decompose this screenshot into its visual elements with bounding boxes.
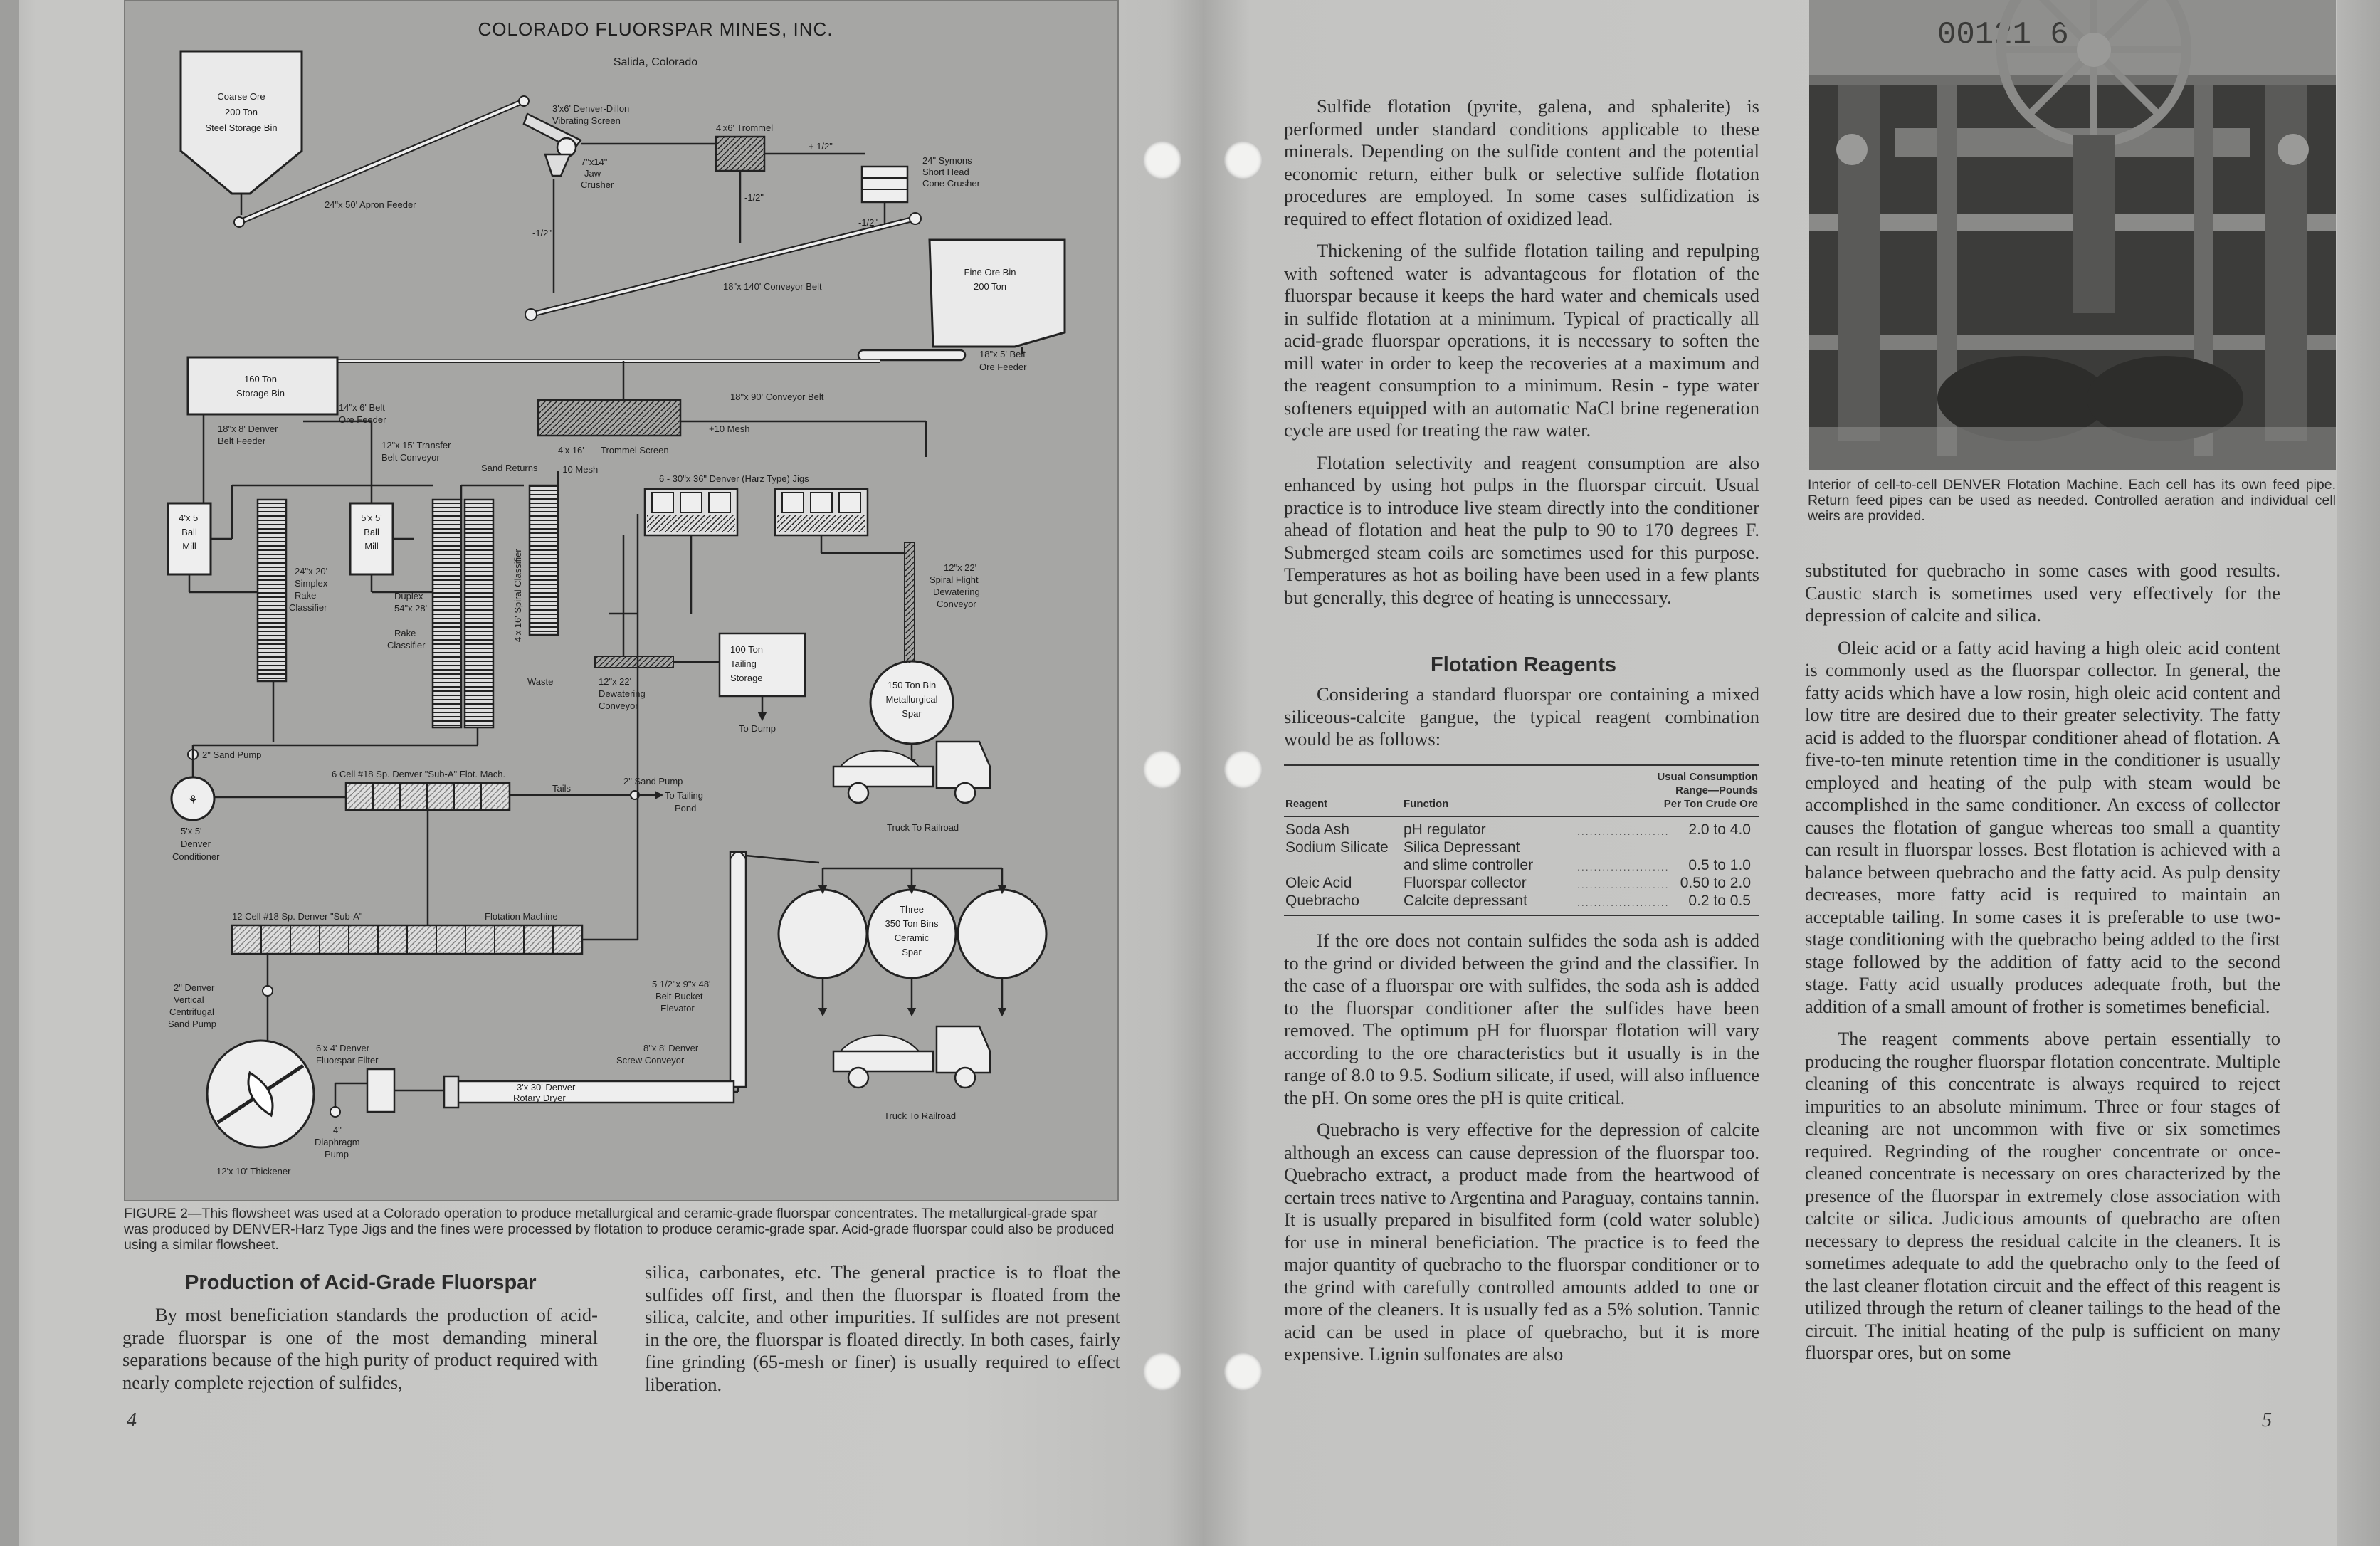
paragraph: silica, carbonates, etc. The general practice is to float the sulfides off first, and then the fluorspar is floated from the silica, calcite, and other impurities. If sulfides are not present in the ore, the fluorspar is floated directly. In both cases, fairly fine grinding (65-mesh or finer) is usually required to effect liberation. [645,1261,1120,1395]
page-number-right: 5 [2262,1409,2272,1431]
paragraph: Sulfide flotation (pyrite, galena, and sphalerite) is performed under standard conditions applicable to these minerals. Depending on the sulfide content and the potential economic return, either bulk or selective sulfide flotation procedures are employed. In some cases sulfidization is required to effect flotation of oxidized lead. [1284,95,1759,229]
vertical-sand-pump [168,982,273,1029]
svg-text:Trommel Screen: Trommel Screen [601,445,669,456]
paragraph: Oleic acid or a fatty acid having a high oleic acid content is commonly used as the fluorspar collector. In general, the fatty acids which have a low rosin, high oleic acid content and low titre are desired due to their greater selectivity. The fatty acid is added to the fluorspar conditioner ahead of flotation. A five-to-ten minute retention time in the conditioner is usually employed and heating of the pulp with steam would be accomplished in the same conditioner. An excess of collector causes the flotation of gangue whereas too small a quantity can result in fluorspar losses. Best flotation is achieved with a balance between quebracho and the fatty acid. As pulp density decreases, more fatty acid is required to maintain an acceptable tailing. In some cases it is preferable to use two-stage conditioning with the quebracho being added to the first stage followed by the addition of fatty acid to the second stage. Fatty acid usually produces adequate froth, but the addition of a small amount of frother is sometimes beneficial. [1805,636,2280,1017]
flotation-machine-photo [1809,0,2336,470]
svg-text:6 Cell #18 Sp. Denver "Sub-A": 6 Cell #18 Sp. Denver "Sub-A" Flot. Mach. [332,769,506,779]
svg-text:Short Head: Short Head [922,167,969,177]
cell-range: 0.50 to 2.0 [1680,874,1751,891]
svg-text:4'x6' Trommel: 4'x6' Trommel [716,122,774,133]
svg-text:-10 Mesh: -10 Mesh [559,464,599,475]
svg-text:24"x 50' Apron Feeder: 24"x 50' Apron Feeder [325,199,416,210]
svg-text:To Dump: To Dump [739,723,776,734]
flowsheet-subtitle: Salida, Colorado [613,56,698,68]
svg-text:8"x 8' Denver: 8"x 8' Denver [643,1043,699,1053]
header-function: Function [1404,798,1449,810]
svg-text:Ore Feeder: Ore Feeder [979,362,1027,372]
rotary-dryer [444,1076,734,1108]
simplex-classifier [258,500,328,681]
svg-text:24"x 20': 24"x 20' [295,566,328,577]
cell-function: Silica Depressant [1404,838,1520,856]
svg-text:6 - 30"x 36" Denver (Harz Type: 6 - 30"x 36" Denver (Harz Type) Jigs [659,473,809,484]
svg-text:Storage Bin: Storage Bin [236,388,285,399]
leader-dots: ...................... [1577,878,1670,890]
svg-text:18"x 140' Conveyor Belt: 18"x 140' Conveyor Belt [723,281,822,292]
minus-half-label-a: -1/2" [532,228,552,238]
fine-ore-bin [930,240,1065,347]
svg-text:18"x 5' Belt: 18"x 5' Belt [979,349,1026,359]
svg-text:6'x 4' Denver: 6'x 4' Denver [316,1043,370,1053]
svg-text:Jaw: Jaw [584,168,601,179]
cell-range: 0.2 to 0.5 [1688,892,1751,909]
svg-text:Mill: Mill [364,541,379,552]
flotation-machine-12cell [232,911,582,954]
svg-text:Cone Crusher: Cone Crusher [922,178,980,189]
svg-text:4": 4" [333,1125,342,1135]
paragraph: Quebracho is very effective for the depression of calcite although an excess can cause depression of the fluorspar too. Quebracho extract, a product made from the heartwood of certain trees native to Argentina and Paraguay, contains tannin. It is usually prepared in bisulfited form (cold water soluble) for use in mineral beneficiation. The practice is to feed the major quantity of quebracho to the fluorspar conditioner or to the grind with carefully controlled amounts added to one or more of the cleaners. It is usually fed as a 5% solution. Tannic acid can be used in place of quebracho, but it is more expensive. Lignin sulfonates are also [1284,1119,1759,1364]
svg-text:Conveyor: Conveyor [937,599,976,609]
svg-text:18"x 8' Denver: 18"x 8' Denver [218,424,278,434]
sand-pump-tailing [623,776,703,814]
right-column-1-top [1284,95,1759,619]
svg-text:Dewatering: Dewatering [599,688,646,699]
svg-text:Belt-Bucket: Belt-Bucket [655,991,703,1001]
svg-text:Truck To Railroad: Truck To Railroad [887,822,959,833]
table-row [1284,839,1759,857]
svg-text:7"x14": 7"x14" [581,157,608,167]
dewatering-conveyor [595,656,673,711]
tails-label: Tails [552,783,572,794]
svg-text:Rotary Dryer: Rotary Dryer [513,1093,566,1103]
svg-text:24" Symons: 24" Symons [922,155,972,166]
table-row [1284,821,1759,839]
svg-text:Tailing: Tailing [730,658,757,669]
svg-text:Storage: Storage [730,673,763,683]
svg-text:Steel Storage Bin: Steel Storage Bin [205,122,278,133]
svg-text:Pump: Pump [325,1149,349,1160]
svg-text:Classifier: Classifier [387,640,426,651]
thickener [207,1041,314,1177]
paragraph: If the ore does not contain sulfides the soda ash is added to the grind or divided between the grind and the classifier. In the case of a fluorspar ore with sulfides, the soda ash is added to the fluorspar conditioner after the sulfides have been removed. The optimum pH for fluorspar flotation will vary according to the ore characteristics but it usually is in the range of 8.0 to 9.5. Sodium silicate, if used, will also influence the pH. On some ores the pH is quite critical. [1284,930,1759,1108]
svg-text:Rake: Rake [394,628,416,638]
svg-text:350 Ton Bins: 350 Ton Bins [885,918,939,929]
sand-pump-2in [188,750,261,760]
trommel-small [716,122,773,171]
conveyor-belt-90 [303,361,880,402]
ball-mill-1 [168,503,211,574]
svg-text:12 Cell #18 Sp. Denver "Sub-A: 12 Cell #18 Sp. Denver "Sub-A" [232,911,363,922]
left-column-2 [645,1261,1120,1406]
svg-text:Fine Ore Bin: Fine Ore Bin [964,267,1016,278]
svg-text:Denver: Denver [181,838,211,849]
paragraph: substituted for quebracho in some cases with good results. Caustic starch is sometimes used very effectively for the depression of calcite and silica. [1805,559,2280,626]
page-number-left: 4 [127,1409,137,1431]
svg-text:2" Sand Pump: 2" Sand Pump [623,776,683,787]
svg-text:Vibrating Screen: Vibrating Screen [552,115,621,126]
spiral-classifier [512,485,558,687]
figure-caption: FIGURE 2—This flowsheet was used at a Colorado operation to produce metallurgical and ceramic-grade fluorspar concentrates. The metallurgical-grade spar was produced by DENVER-Harz Type Jigs and the fines were processed by flotation to produce ceramic-grade spar. Acid-grade fluorspar could also be produced using a similar flowsheet. [124,1206,1115,1253]
svg-text:Spar: Spar [902,947,922,957]
svg-text:Ceramic: Ceramic [894,932,930,943]
svg-text:Ball: Ball [181,527,197,537]
svg-text:Mill: Mill [182,541,196,552]
svg-text:5'x 5': 5'x 5' [181,826,202,836]
photo-caption: Interior of cell-to-cell DENVER Flotation Machine. Each cell has its own feed pipe. Return feed pipes can be used as needed. Controlled aeration and individual cell weirs are provided. [1808,477,2336,524]
svg-text:4'x 5': 4'x 5' [179,512,200,523]
svg-text:4'x 16': 4'x 16' [558,445,584,456]
leader-dots: ...................... [1577,825,1670,837]
right-page-edge [2337,0,2380,1546]
vibrating-screen [524,103,629,157]
svg-text:To Tailing: To Tailing [665,790,703,801]
svg-text:5'x 5': 5'x 5' [361,512,382,523]
svg-text:Flotation Machine: Flotation Machine [485,911,558,922]
spiral-flight-conveyor [905,542,980,663]
svg-text:Centrifugal: Centrifugal [169,1006,214,1017]
table-row [1284,893,1759,910]
svg-text:160 Ton: 160 Ton [243,374,278,384]
photo-image [1809,0,2336,470]
coarse-ore-bin [181,51,302,194]
cell-function: Calcite depressant [1404,892,1527,909]
table-bottom-rule [1284,915,1759,916]
paragraph: Considering a standard fluorspar ore containing a mixed siliceous-calcite gangue, the typical reagent combination would be as follows: [1284,683,1759,750]
binder-hole [1143,1352,1181,1391]
svg-text:Classifier: Classifier [289,602,327,613]
svg-text:Truck To Railroad: Truck To Railroad [884,1110,957,1121]
header-consumption-2: Range—Pounds [1675,784,1758,796]
svg-text:Fluorspar Filter: Fluorspar Filter [316,1055,379,1066]
flowsheet-title: COLORADO FLUORSPAR MINES, INC. [478,19,833,40]
cell-reagent: Sodium Silicate [1285,838,1389,856]
denver-conditioner [172,777,220,862]
right-column-1-bottom [1284,930,1759,1376]
svg-text:+10 Mesh: +10 Mesh [709,424,750,434]
svg-text:12"x 22': 12"x 22' [944,562,977,573]
paragraph: Thickening of the sulfide flotation tailing and repulping with softened water is advantageous for flotation of the fluorspar because it keeps the hard water and chemicals used in sulfide flotation at a minimum. Typical of practically all acid-grade fluorspar operations, it is necessary to soften the mill water in order to keep the recoveries at a maximum and the reagent consumption to a minimum. Resin - type water softeners equipped with an automatic NaCl brine regeneration cycle are used for treating the raw water. [1284,240,1759,441]
svg-text:Belt Feeder: Belt Feeder [218,436,266,446]
minus-half-label-c: -1/2" [858,217,878,228]
header-consumption-1: Usual Consumption [1657,771,1758,783]
cell-range: 2.0 to 4.0 [1688,821,1751,838]
svg-text:Crusher: Crusher [581,179,614,190]
svg-text:Pond: Pond [675,803,697,814]
binder-hole [1143,141,1181,179]
left-column-1 [122,1304,598,1404]
svg-text:100 Ton: 100 Ton [730,644,764,655]
svg-text:18"x 90' Conveyor Belt: 18"x 90' Conveyor Belt [730,391,824,402]
svg-text:Conveyor: Conveyor [599,700,638,711]
svg-text:3'x6' Denver-Dillon: 3'x6' Denver-Dillon [552,103,630,114]
table-header [1284,766,1759,816]
reagent-table [1284,764,1759,916]
photo-serial-number: 00121 6 [1937,17,2069,53]
svg-text:Waste: Waste [527,676,554,687]
svg-text:200 Ton: 200 Ton [973,281,1007,292]
svg-text:Dewatering: Dewatering [933,587,980,597]
harz-jigs [645,473,868,535]
svg-text:Ball: Ball [364,527,379,537]
tailing-storage [720,633,805,734]
svg-text:4'x 16' Spiral Classifier: 4'x 16' Spiral Classifier [512,549,523,642]
paragraph: By most beneficiation standards the production of acid-grade fluorspar is one of the most demanding mineral separations because of the high purity of product required with nearly complete rejection of sulfides, [122,1304,598,1393]
svg-text:Coarse Ore: Coarse Ore [217,91,265,102]
svg-text:Ore Feeder: Ore Feeder [339,414,386,425]
jaw-crusher [545,154,614,190]
svg-text:12'x 10' Thickener: 12'x 10' Thickener [216,1166,291,1177]
svg-text:150 Ton Bin: 150 Ton Bin [887,680,937,690]
svg-text:200 Ton: 200 Ton [224,107,258,117]
duplex-classifier [387,500,493,727]
section-heading: Production of Acid-Grade Fluorspar [185,1271,537,1294]
fluorspar-filter [316,1043,394,1112]
cell-function: and slime controller [1404,856,1534,873]
svg-text:Metallurgical: Metallurgical [885,694,938,705]
svg-text:12"x 15' Transfer: 12"x 15' Transfer [381,440,451,451]
truck-railroad-2 [833,1026,990,1121]
cell-function: pH regulator [1404,821,1486,838]
ceramic-spar-bins [779,868,1046,1012]
svg-text:Sand Pump: Sand Pump [168,1019,216,1029]
table-row [1284,875,1759,893]
svg-text:Spar: Spar [902,708,922,719]
reagents-intro [1284,683,1759,761]
svg-text:Spiral Flight: Spiral Flight [930,574,979,585]
ball-mill-2 [350,503,393,574]
cell-reagent: Soda Ash [1285,821,1349,838]
cell-range: 0.5 to 1.0 [1688,856,1751,873]
reagents-heading: Flotation Reagents [1431,653,1617,676]
svg-text:Duplex: Duplex [394,591,423,601]
svg-text:5 1/2"x 9"x 48': 5 1/2"x 9"x 48' [652,979,711,989]
binder-hole [1224,1352,1263,1391]
svg-text:Rake: Rake [295,590,317,601]
storage-bin-160 [188,357,451,463]
binder-hole [1224,750,1263,789]
svg-text:Elevator: Elevator [660,1003,695,1014]
svg-text:2" Sand Pump: 2" Sand Pump [202,750,262,760]
svg-text:14"x 6' Belt: 14"x 6' Belt [339,402,385,413]
binder-hole [1143,750,1181,789]
svg-text:⚘: ⚘ [187,794,199,806]
paragraph: The reagent comments above pertain essentially to producing the rougher fluorspar flotation concentrate. Multiple cleaning of this concentrate is always required to reject impurities to an absolute minimum. Three or four stages of cleaning are not uncommon with five or six sometimes required. Regrinding of the rougher concentrate or once-cleaned concentrate is necessary on ores characterized by the presence of the fluorspar in extremely close association with calcite or silica. Judicious amounts of quebracho are often necessary to depress the residual calcite in the cleaners. It is sometimes adequate to add the quebracho only to the feed of the last cleaner flotation circuit and the effect of this reagent is utilized through the return of cleaner tailings to the head of the circuit. The initial heating of the pulp is sufficient on many fluorspar ores, but on some [1805,1028,2280,1363]
svg-text:Simplex: Simplex [295,578,328,589]
svg-text:Screw Conveyor: Screw Conveyor [616,1055,685,1066]
leader-dots: ...................... [1577,861,1670,873]
diaphragm-pump [315,1107,360,1160]
cell-reagent: Quebracho [1285,892,1359,909]
svg-text:12"x 22': 12"x 22' [599,676,632,687]
header-reagent: Reagent [1285,798,1328,810]
svg-text:3'x 30' Denver: 3'x 30' Denver [517,1082,576,1093]
trommel-screen [538,400,749,475]
right-column-2 [1805,559,2280,1374]
header-consumption-3: Per Ton Crude Ore [1663,798,1758,810]
left-page-edge [0,0,19,1546]
svg-text:Conditioner: Conditioner [172,851,220,862]
belt-ore-feeder [858,349,1027,372]
svg-text:Diaphragm: Diaphragm [315,1137,360,1147]
svg-text:54"x 28': 54"x 28' [394,603,428,614]
flowsheet-diagram [125,1,1120,1203]
flotation-machine-6cell [332,769,510,810]
cone-crusher [862,155,981,202]
table-row-continuation [1284,857,1759,875]
flowsheet-figure [124,0,1119,1201]
cell-function: Fluorspar collector [1404,874,1527,891]
sand-returns-label: Sand Returns [481,463,538,473]
binder-hole [1224,141,1263,179]
svg-text:Vertical: Vertical [174,994,204,1005]
paragraph: Flotation selectivity and reagent consumption are also enhanced by using hot pulps in the fluorspar circuit. Usual practice is to introduce live steam directly into the conditioner ahead of flotation and heat the pulp to 90 to 170 degrees F. Submerged steam coils are sometimes used for this purpose. Temperatures as hot as boiling have been used in a few plants but generally, this degree of heating is unnecessary. [1284,451,1759,608]
cell-reagent: Oleic Acid [1285,874,1352,891]
plus-half-label: + 1/2" [809,141,833,152]
svg-text:Three: Three [900,904,924,915]
svg-text:2" Denver: 2" Denver [174,982,215,993]
svg-text:Belt Conveyor: Belt Conveyor [381,452,440,463]
minus-half-label-b: -1/2" [744,192,764,203]
leader-dots: ...................... [1577,896,1670,908]
conveyor-belt-140 [525,213,921,320]
screw-conveyor [616,1043,699,1066]
